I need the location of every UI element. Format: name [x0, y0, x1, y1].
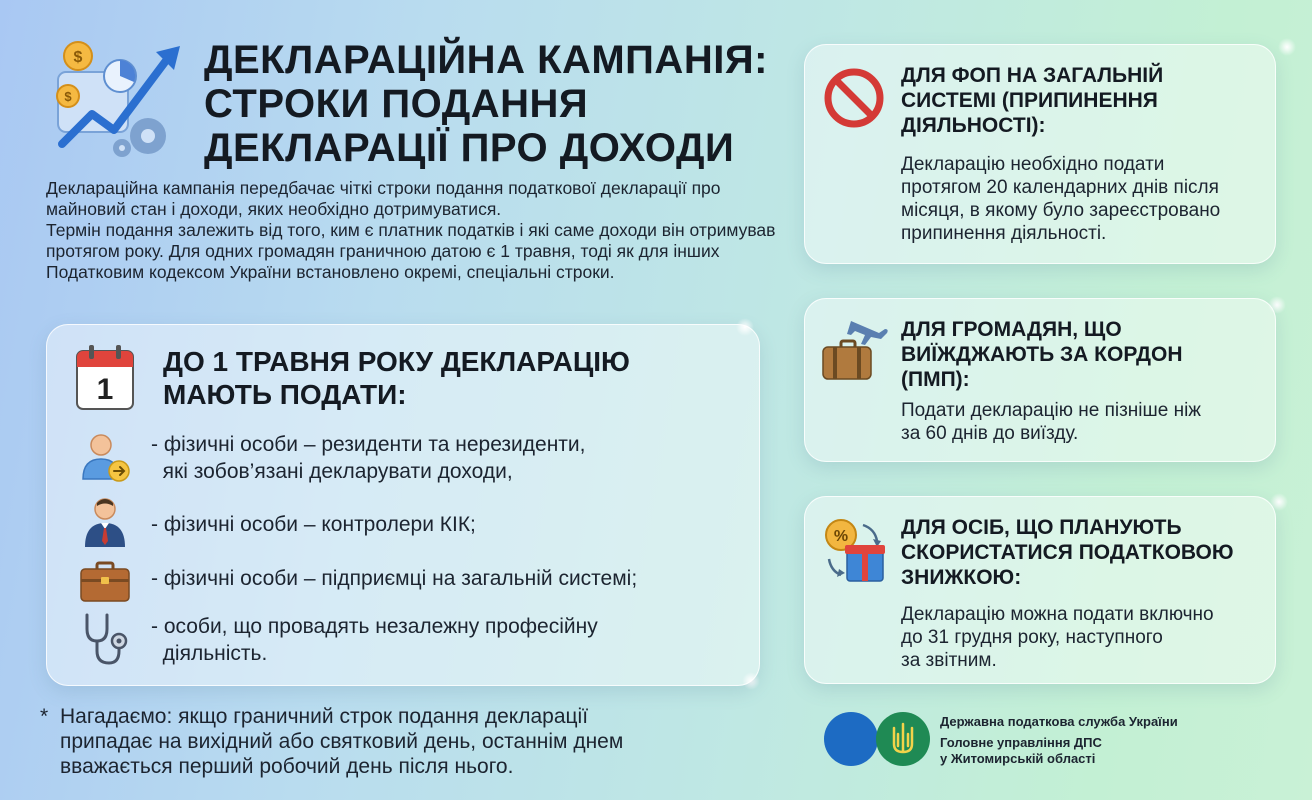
growth-chart-icon: [48, 32, 188, 162]
calendar-icon: [73, 343, 137, 413]
card-title-line: ВИЇЖДЖАЮТЬ ЗА КОРДОН: [901, 343, 1183, 366]
tax-discount-card: [804, 496, 1276, 684]
card-text: [901, 153, 1220, 245]
card-title-line: СИСТЕМІ (ПРИПИНЕННЯ: [901, 89, 1158, 112]
title-line: ДЕКЛАРАЦІЇ ПРО ДОХОДИ: [204, 126, 735, 170]
trident-logo: [876, 712, 930, 766]
org-line: у Житомирській області: [940, 751, 1096, 766]
card-title-line: ДІЯЛЬНОСТІ):: [901, 114, 1046, 137]
businessman-icon: [77, 495, 133, 551]
note-line: вважається перший робочий день після нього.: [60, 755, 514, 778]
list-item-line: - фізичні особи – підприємці на загальній системі;: [151, 567, 638, 590]
card-title-line: ЗНИЖКОЮ:: [901, 566, 1022, 589]
card-text-line: протягом 20 календарних днів після: [901, 177, 1219, 198]
trident-icon: [876, 712, 930, 766]
svg-text:$: $: [64, 89, 72, 104]
card-text-line: Декларацію необхідно подати: [901, 154, 1165, 175]
heading-line: ДО 1 ТРАВНЯ РОКУ ДЕКЛАРАЦІЮ: [163, 346, 630, 377]
note-line: Нагадаємо: якщо граничний строк подання декларації: [60, 705, 589, 728]
dps-logo-blue: [824, 712, 878, 766]
travel-abroad-card: [804, 298, 1276, 462]
list-item: [151, 431, 751, 485]
organization-division: [940, 735, 1102, 767]
sparkle-decoration: [1278, 38, 1296, 56]
intro-paragraph: Деклараційна кампанія передбачає чіткі строки подання податкової декларації про майновий стан і доходи, яких необхідно дотримуватися.: [46, 178, 721, 219]
list-item-line: - фізичні особи – контролери КІК;: [151, 513, 476, 536]
card-text: [901, 399, 1201, 445]
fop-termination-card: [804, 44, 1276, 264]
card-text-line: місяця, в якому було зареєстровано: [901, 200, 1221, 221]
stethoscope-icon: [77, 611, 133, 667]
note-text: [60, 704, 760, 779]
card-title: [901, 317, 1182, 392]
page-title: [204, 38, 794, 170]
card-title-line: СКОРИСТАТИСЯ ПОДАТКОВОЮ: [901, 541, 1234, 564]
main-deadline-card: [46, 324, 760, 686]
card-text-line: до 31 грудня року, наступного: [901, 627, 1163, 648]
list-item-line: які зобов’язані декларувати доходи,: [151, 460, 513, 483]
card-text-line: Подати декларацію не пізніше ніж: [901, 400, 1202, 421]
main-card-heading: [163, 345, 723, 411]
list-item: [151, 511, 751, 538]
note-line: припадає на вихідний або святковий день, останнім днем: [60, 730, 624, 753]
org-line: Головне управління ДПС: [940, 735, 1102, 750]
heading-line: МАЮТЬ ПОДАТИ:: [163, 379, 407, 410]
title-line: СТРОКИ ПОДАННЯ: [204, 82, 589, 126]
card-title-line: ДЛЯ ФОП НА ЗАГАЛЬНІЙ: [901, 64, 1164, 87]
prohibited-icon: [823, 67, 885, 129]
briefcase-icon: [77, 553, 133, 609]
card-title-line: (ПМП):: [901, 368, 970, 391]
suitcase-plane-icon: [819, 315, 889, 385]
person-arrow-icon: [77, 429, 133, 485]
card-title: [901, 63, 1163, 138]
title-line: ДЕКЛАРАЦІЙНА КАМПАНІЯ:: [204, 38, 768, 82]
card-title-line: ДЛЯ ОСІБ, ЩО ПЛАНУЮТЬ: [901, 516, 1182, 539]
card-text-line: припинення діяльності.: [901, 223, 1107, 244]
card-text-line: за 60 днів до виїзду.: [901, 423, 1079, 444]
card-title: [901, 515, 1234, 590]
organization-name: Державна податкова служба України: [940, 714, 1178, 729]
list-item: [151, 565, 751, 592]
svg-text:$: $: [73, 49, 83, 66]
intro-paragraph: Термін подання залежить від того, ким є платник податків і які саме доходи він отримував протягом року. Для одних громадян граничною датою є 1 травня, тоді як для інших Податковим кодексом України встановлено окремі, спеціальні строки.: [46, 220, 776, 282]
list-item: [151, 613, 751, 667]
card-text-line: за звітним.: [901, 650, 997, 671]
svg-text:%: %: [833, 528, 849, 545]
intro-text: [46, 178, 776, 283]
list-item-line: - фізичні особи – резиденти та нерезиденти,: [151, 433, 586, 456]
calendar-day: 1: [96, 373, 114, 406]
list-item-line: діяльність.: [151, 642, 268, 665]
note-asterisk: *: [40, 705, 49, 728]
card-text-line: Декларацію можна подати включно: [901, 604, 1214, 625]
list-item-line: - особи, що провадять незалежну професійну: [151, 615, 598, 638]
discount-gift-icon: [819, 515, 889, 585]
card-text: [901, 603, 1214, 672]
card-title-line: ДЛЯ ГРОМАДЯН, ЩО: [901, 318, 1122, 341]
